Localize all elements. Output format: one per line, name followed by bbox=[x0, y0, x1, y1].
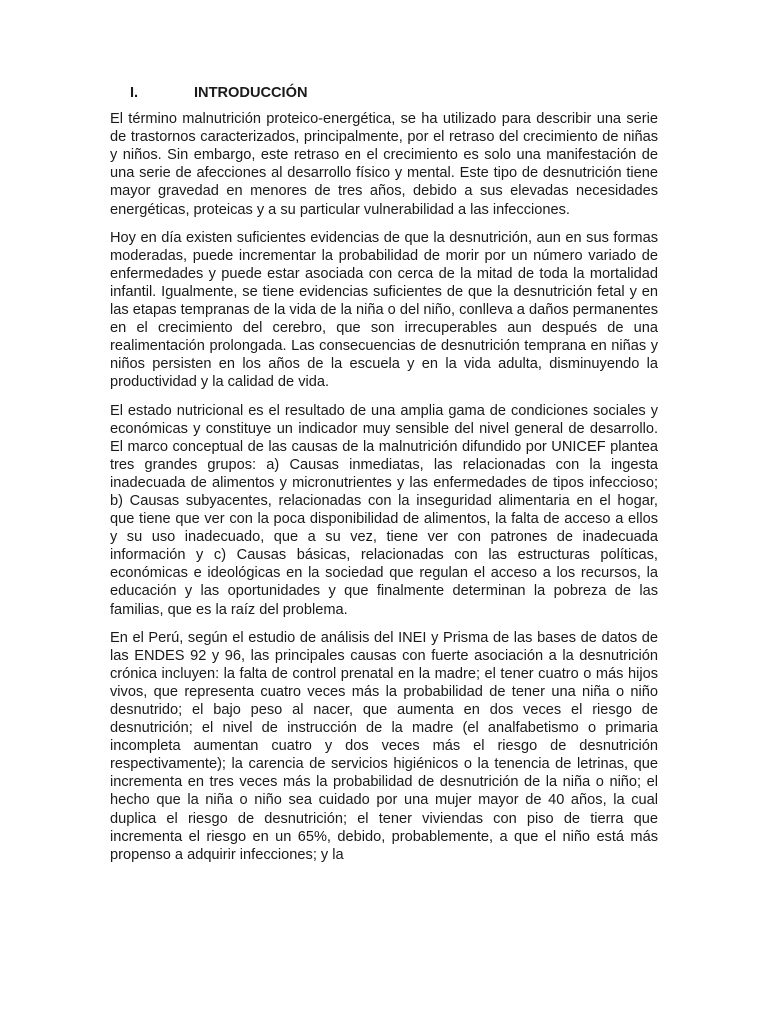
section-title: INTRODUCCIÓN bbox=[194, 85, 308, 101]
document-page bbox=[110, 84, 658, 874]
paragraph-evidencias: Hoy en día existen suficientes evidencias de que la desnutrición, aun en sus formas moderadas, puede incrementar la probabilidad de morir por un número variado de enfermedades y puede estar asociada con cerca de la mitad de toda la mortalidad infantil. Igualmente, se tiene evidencias suficientes de que la desnutrición fetal y en las etapas tempranas de la vida de la niña o del niño, conlleva a daños permanentes en el crecimiento del cerebro, que son irrecuperables aun después de una realimentación prolongada. Las consecuencias de desnutrición temprana en niñas y niños persisten en los años de la escuela y en la vida adulta, disminuyendo la productividad y la calidad de vida. bbox=[110, 229, 658, 391]
paragraph-peru-causas: En el Perú, según el estudio de análisis del INEI y Prisma de las bases de datos de las ENDES 92 y 96, las principales causas con fuerte asociación a la desnutrición crónica incluyen: la falta de control prenatal en la madre; el tener cuatro o más hijos vivos, que representa cuatro veces más la probabilidad de tener una niña o niño desnutrido; el bajo peso al nacer, que aumenta en dos veces el riesgo de desnutrición; el nivel de instrucción de la madre (el analfabetismo o primaria incompleta aumentan cuatro y dos veces más el riesgo de desnutrición respectivamente); la carencia de servicios higiénicos o la tenencia de letrinas, que incrementa en tres veces más la probabilidad de desnutrición de la niña o niño; el hecho que la niña o niño sea cuidado por una mujer mayor de 40 años, la cual duplica el riesgo de desnutrición; el tener viviendas con piso de tierra que incrementa el riesgo en un 65%, debido, probablemente, a que el niño está más propenso a adquirir infecciones; y la bbox=[110, 629, 658, 863]
paragraph-malnutricion: El término malnutrición proteico-energética, se ha utilizado para describir una serie de trastornos caracterizados, principalmente, por el retraso del crecimiento de niñas y niños. Sin embargo, este retraso en el crecimiento es solo una manifestación de una serie de afecciones al desarrollo físico y mental. Este tipo de desnutrición tiene mayor gravedad en menores de tres años, debido a sus elevadas necesidades energéticas, proteicas y a su particular vulnerabilidad a las infecciones. bbox=[110, 111, 658, 218]
paragraph-estado-nutricional: El estado nutricional es el resultado de una amplia gama de condiciones sociales y económicas y constituye un indicador muy sensible del nivel general de desarrollo. El marco conceptual de las causas de la malnutrición difundido por UNICEF plantea tres grandes grupos: a) Causas inmediatas, las relacionadas con la ingesta inadecuada de alimentos y micronutrientes y las enfermedades de tipos infeccioso; b) Causas subyacentes, relacionadas con la inseguridad alimentaria en el hogar, que tiene que ver con la poca disponibilidad de alimentos, la falta de acceso a ellos y su uso inadecuado, que a su vez, tiene ver con patrones de inadecuada información y c) Causas básicas, relacionadas con las estructuras políticas, económicas e ideológicas en la sociedad que regulan el acceso a los recursos, la educación y las oportunidades y que finalmente determinan la pobreza de las familias, que es la raíz del problema. bbox=[110, 402, 658, 618]
section-heading bbox=[110, 84, 658, 102]
section-number: I. bbox=[130, 85, 139, 101]
